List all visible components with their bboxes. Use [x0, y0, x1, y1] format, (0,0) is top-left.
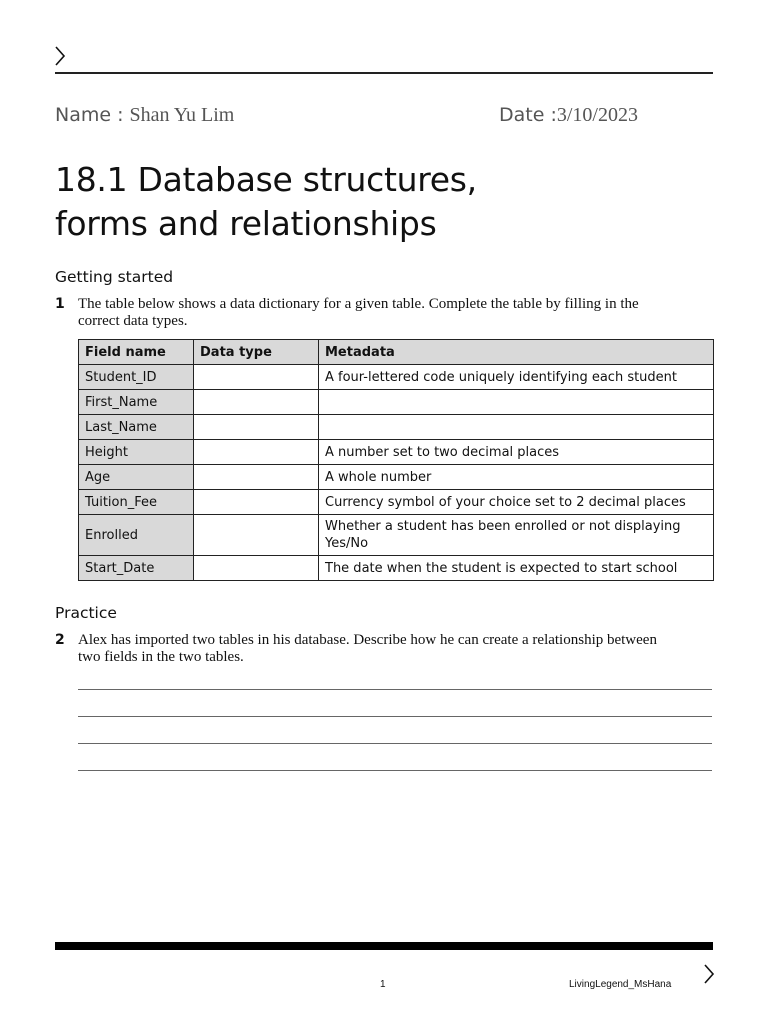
date-label: Date :: [499, 104, 557, 126]
field-name-cell: Tuition_Fee: [79, 490, 194, 515]
chevron-right-icon: [702, 963, 716, 985]
data-type-cell[interactable]: [194, 465, 319, 490]
data-type-cell[interactable]: [194, 515, 319, 556]
field-name-cell: Height: [79, 440, 194, 465]
metadata-cell: The date when the student is expected to start school: [319, 556, 714, 581]
table-row: [79, 365, 714, 390]
student-name: [55, 102, 234, 127]
footer-credit: LivingLegend_MsHana: [569, 979, 672, 990]
field-name-cell: Last_Name: [79, 415, 194, 440]
date-value: 3/10/2023: [556, 104, 638, 126]
data-type-cell[interactable]: [194, 390, 319, 415]
table-row: [79, 415, 714, 440]
metadata-cell: Whether a student has been enrolled or not displaying Yes/No: [319, 515, 714, 556]
data-dictionary-table: [78, 339, 714, 581]
name-value: Shan Yu Lim: [129, 104, 235, 126]
header-field-name: Field name: [79, 340, 194, 365]
field-name-cell: Enrolled: [79, 515, 194, 556]
question-text: Alex has imported two tables in his database. Describe how he can create a relationship between two fields in the two tables.: [78, 632, 657, 665]
field-name-cell: Age: [79, 465, 194, 490]
answer-line[interactable]: [78, 743, 712, 744]
footer-divider: [55, 942, 713, 950]
header-divider: [55, 72, 713, 74]
metadata-cell: A number set to two decimal places: [319, 440, 714, 465]
table-row: [79, 465, 714, 490]
data-type-cell[interactable]: [194, 556, 319, 581]
metadata-cell: [319, 390, 714, 415]
field-name-cell: Start_Date: [79, 556, 194, 581]
section-heading-practice: Practice: [55, 604, 117, 622]
header-data-type: Data type: [194, 340, 319, 365]
table-row: [79, 490, 714, 515]
metadata-cell: A whole number: [319, 465, 714, 490]
table-row: [79, 515, 714, 556]
data-type-cell[interactable]: [194, 415, 319, 440]
table-row: [79, 390, 714, 415]
answer-line[interactable]: [78, 689, 712, 690]
metadata-cell: Currency symbol of your choice set to 2 decimal places: [319, 490, 714, 515]
answer-line[interactable]: [78, 716, 712, 717]
page-number: 1: [380, 979, 386, 990]
metadata-cell: A four-lettered code uniquely identifying each student: [319, 365, 714, 390]
data-type-cell[interactable]: [194, 365, 319, 390]
header-metadata: Metadata: [319, 340, 714, 365]
field-name-cell: Student_ID: [79, 365, 194, 390]
field-name-cell: First_Name: [79, 390, 194, 415]
metadata-cell: [319, 415, 714, 440]
name-label: Name :: [55, 104, 130, 126]
question-number: 2: [55, 632, 65, 648]
table-row: [79, 440, 714, 465]
data-type-cell[interactable]: [194, 490, 319, 515]
data-type-cell[interactable]: [194, 440, 319, 465]
table-row: [79, 556, 714, 581]
question-number: 1: [55, 296, 65, 312]
table-header-row: [79, 340, 714, 365]
worksheet-date: [499, 102, 638, 127]
answer-line[interactable]: [78, 770, 712, 771]
section-heading-getting-started: Getting started: [55, 268, 174, 286]
chevron-right-icon: [53, 45, 67, 67]
question-text: The table below shows a data dictionary for a given table. Complete the table by filling in the correct data types.: [78, 296, 639, 329]
page-title: 18.1 Database structures, forms and relationships: [55, 160, 477, 243]
